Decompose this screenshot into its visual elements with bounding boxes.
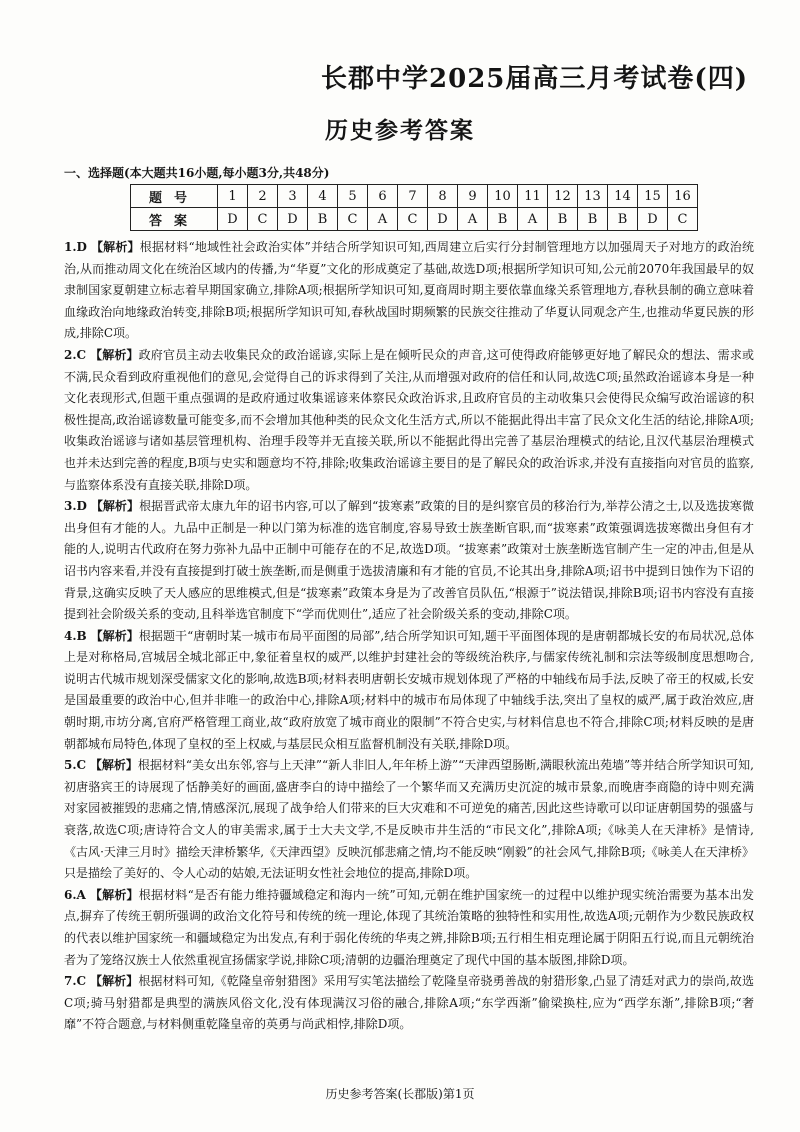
question-number-cell: 5: [338, 185, 368, 208]
answer-cell: B: [608, 208, 638, 231]
analysis-tag: 【解析】: [89, 974, 139, 989]
explanation-text: 根据晋武帝太康九年的诏书内容,可以了解到“拔寒素”政策的目的是纠察官员的移治行为,举荐公清之士,以及选拔寒微出身但有才能的人。九品中正制是一种以门第为标准的选官制度,容易导致士族垄断官职,而“拔寒素”政策强调选拔寒微出身但有才能的人,说明古代政府在努力弥补九品中正制中可能存在的不足,故选D项。“拔寒素”政策对士族垄断选官制产生一定的冲击,但是从诏书内容来看,并没有直接提到打破士族垄断,而是侧重于选拔清廉和有才能的官员,不论其出身,排除A项;诏书中提到日蚀作为下诏的背景,这确实反映了天人感应的思维模式,但是“拔寒素”政策本身是为了改善官员队伍,“根源于”说法错误,排除B项;诏书内容没有直接提到社会阶级关系的变动,且科举选官制度下“学而优则仕”,适应了社会阶级关系的变动,排除C项。: [64, 499, 754, 622]
answer-cell: D: [218, 208, 248, 231]
question-number-cell: 9: [458, 185, 488, 208]
answer-cell: A: [458, 208, 488, 231]
answer-cell: C: [248, 208, 278, 231]
question-number-cell: 15: [638, 185, 668, 208]
question-number-cell: 12: [548, 185, 578, 208]
answer-cell: A: [518, 208, 548, 231]
explanation-number: 2.C: [64, 347, 87, 362]
question-number-cell: 16: [668, 185, 698, 208]
answer-cell: D: [278, 208, 308, 231]
question-number-cell: 7: [398, 185, 428, 208]
explanation-number: 7.C: [64, 974, 87, 989]
row-label-number: 题号: [131, 185, 218, 208]
explanation-number: 1.D: [64, 240, 87, 254]
analysis-tag: 【解析】: [89, 758, 138, 773]
answer-table: [130, 184, 698, 231]
explanation-paragraph: [64, 496, 754, 626]
row-label-answer: 答案: [131, 208, 218, 231]
question-number-cell: 2: [248, 185, 278, 208]
explanation-number: 3.D: [64, 499, 87, 514]
analysis-tag: 【解析】: [90, 628, 139, 643]
document-title: 历史参考答案: [325, 117, 475, 144]
answer-cell: D: [428, 208, 458, 231]
question-number-cell: 4: [308, 185, 338, 208]
analysis-tag: 【解析】: [90, 240, 140, 254]
question-number-cell: 11: [518, 185, 548, 208]
answer-table-answer-row: [131, 208, 698, 231]
explanation-number: 4.B: [64, 628, 87, 643]
answer-cell: D: [638, 208, 668, 231]
answer-table-number-row: [131, 185, 698, 208]
explanation-number: 5.C: [64, 758, 87, 773]
explanation-paragraph: [64, 971, 754, 1036]
explanation-number: 6.A: [64, 887, 86, 902]
explanation-text: 根据材料可知,《乾隆皇帝射猎图》采用写实笔法描绘了乾隆皇帝骁勇善战的射猎形象,凸显了清廷对武力的崇尚,故选C项;骑马射猎都是典型的满族风俗文化,没有体现满汉习俗的融合,排除A项;“东学西渐”偷梁换柱,应为“西学东渐”,排除B项;“奢靡”不符合题意,与材料侧重乾隆皇帝的英勇与尚武相悖,排除D项。: [64, 974, 754, 1032]
answer-cell: C: [398, 208, 428, 231]
explanation-paragraph: [64, 237, 754, 345]
explanation-text: 根据题干“唐朝时某一城市布局平面图的局部”,结合所学知识可知,题干平面图体现的是唐朝都城长安的布局状况,总体上是对称格局,宫城居全城北部正中,象征着皇权的威严,以维护封建社会的等级统治秩序,与儒家传统礼制和宗法等级制度思想吻合,说明古代城市规划深受儒家文化的影响,故选B项;材料表明唐朝长安城市规划体现了严格的中轴线布局手法,反映了帝王的权威,长安是国最重要的政治中心,但并非唯一的政治中心,排除A项;材料中的城市布局体现了中轴线手法,突出了皇权的威严,属于政治效应,唐朝时期,市坊分离,官府严格管理工商业,故“政府放宽了城市商业的限制”不符合史实,与材料信息也不符合,排除C项;材料反映的是唐朝都城布局特色,体现了皇权的至上权威,与基层民众相互监督机制没有关联,排除D项。: [64, 628, 754, 751]
explanation-paragraph: [64, 885, 754, 971]
analysis-tag: 【解析】: [90, 499, 140, 514]
page-footer: 历史参考答案(长郡版)第1页: [325, 1087, 475, 1101]
explanation-text: 根据材料“美女出东邻,容与上天津”“新人非旧人,年年桥上游”“天津西望肠断,满眼秋流出苑墙”等并结合所学知识可知,初唐骆宾王的诗展现了恬静美好的画面,盛唐李白的诗中描绘了一个繁华而又充满历史沉淀的城市景象,而晚唐李商隐的诗中则充满对家园被摧毁的悲痛之情,情感深沉,展现了战争给人们带来的巨大灾难和不可逆免的痛苦,因此这些诗歌可以印证唐朝国势的强盛与衰落,故选C项;唐诗符合文人的审美需求,属于士大夫文学,不是反映市井生活的“市民文化”,排除A项;《咏美人在天津桥》是情诗,《古风·天津三月时》描绘天津桥繁华,《天津西望》反映沉郁悲痛之情,均不能反映“刚毅”的社会风气,排除B项;《咏美人在天津桥》只是描绘了美好的、令人心动的姑娘,无法证明女性社会地位的提高,排除D项。: [64, 758, 754, 881]
explanation-text: 政府官员主动去收集民众的政治谣谚,实际上是在倾听民众的声音,这可使得政府能够更好地了解民众的想法、需求或不满,民众看到政府重视他们的意见,会觉得自己的诉求得到了关注,从而增强对政府的信任和认同,故选C项;虽然政治谣谚本身是一种文化表现形式,但题干重点强调的是政府通过收集谣谚来体察民众政治诉求,且政府官员的主动收集只会使得民众编写政治谣谚的积极性提高,政治谣谚数量可能变多,而不会增加其他种类的民众文化生活方式,所以不能据此得出丰富了民众文化生活的结论,排除A项;收集政治谣谚与诸如基层管理机构、治理手段等并无直接关联,所以不能据此得出完善了基层治理模式的结论,且汉代基层治理模式也并未达到完善的程度,B项与史实和题意均不符,排除;收集政治谣谚主要目的是了解民众的政治诉求,并没有直接指向对官员的监察,与监察体系没有直接关联,排除D项。: [64, 347, 754, 492]
answer-cell: C: [338, 208, 368, 231]
answer-cell: B: [548, 208, 578, 231]
answer-cell: B: [308, 208, 338, 231]
explanation-text: 根据材料“地域性社会政治实体”并结合所学知识可知,西周建立后实行分封制管理地方以加强周天子对地方的政治统治,从而推动周文化在统治区域内的传播,为“华夏”文化的形成奠定了基础,故选D项;根据所学知识可知,公元前2070年我国最早的奴隶制国家夏朝建立标志着早期国家确立,排除A项;根据所学知识可知,夏商周时期主要依靠血缘关系管理地方,春秋县制的确立意味着血缘政治向地缘政治转变,排除B项;根据所学知识可知,春秋战国时期频繁的民族交往推动了华夏认同观念产生,也推动华夏民族的形成,排除C项。: [64, 240, 754, 341]
explanations-body: [64, 237, 754, 1036]
question-number-cell: 10: [488, 185, 518, 208]
explanation-text: 根据材料“是否有能力维持疆域稳定和海内一统”可知,元朝在维护国家统一的过程中以维护现实统治需要为基本出发点,摒弃了传统王朝所强调的政治文化符号和传统的统一理论,体现了其统治策略的独特性和实用性,故选A项;元朝作为少数民族政权的代表以维护国家统一和疆域稳定为出发点,有利于弱化传统的华夷之辨,排除B项;五行相生相克理论属于阴阳五行说,而且元朝统治者为了笼络汉族士人依然重视宣扬儒家学说,排除C项;清朝的边疆治理奠定了现代中国的基本版图,排除D项。: [64, 887, 754, 967]
question-number-cell: 6: [368, 185, 398, 208]
question-number-cell: 8: [428, 185, 458, 208]
exam-title: 长郡中学2025届高三月考试卷(四): [321, 64, 748, 94]
answer-cell: A: [368, 208, 398, 231]
question-number-cell: 14: [608, 185, 638, 208]
section-heading: 一、选择题(本大题共16小题,每小题3分,共48分): [64, 166, 330, 180]
question-number-cell: 3: [278, 185, 308, 208]
explanation-paragraph: [64, 755, 754, 885]
question-number-cell: 1: [218, 185, 248, 208]
analysis-tag: 【解析】: [90, 347, 139, 362]
explanation-paragraph: [64, 626, 754, 756]
explanation-paragraph: [64, 345, 754, 496]
answer-cell: B: [488, 208, 518, 231]
answer-cell: B: [578, 208, 608, 231]
analysis-tag: 【解析】: [89, 887, 139, 902]
question-number-cell: 13: [578, 185, 608, 208]
answer-cell: C: [668, 208, 698, 231]
